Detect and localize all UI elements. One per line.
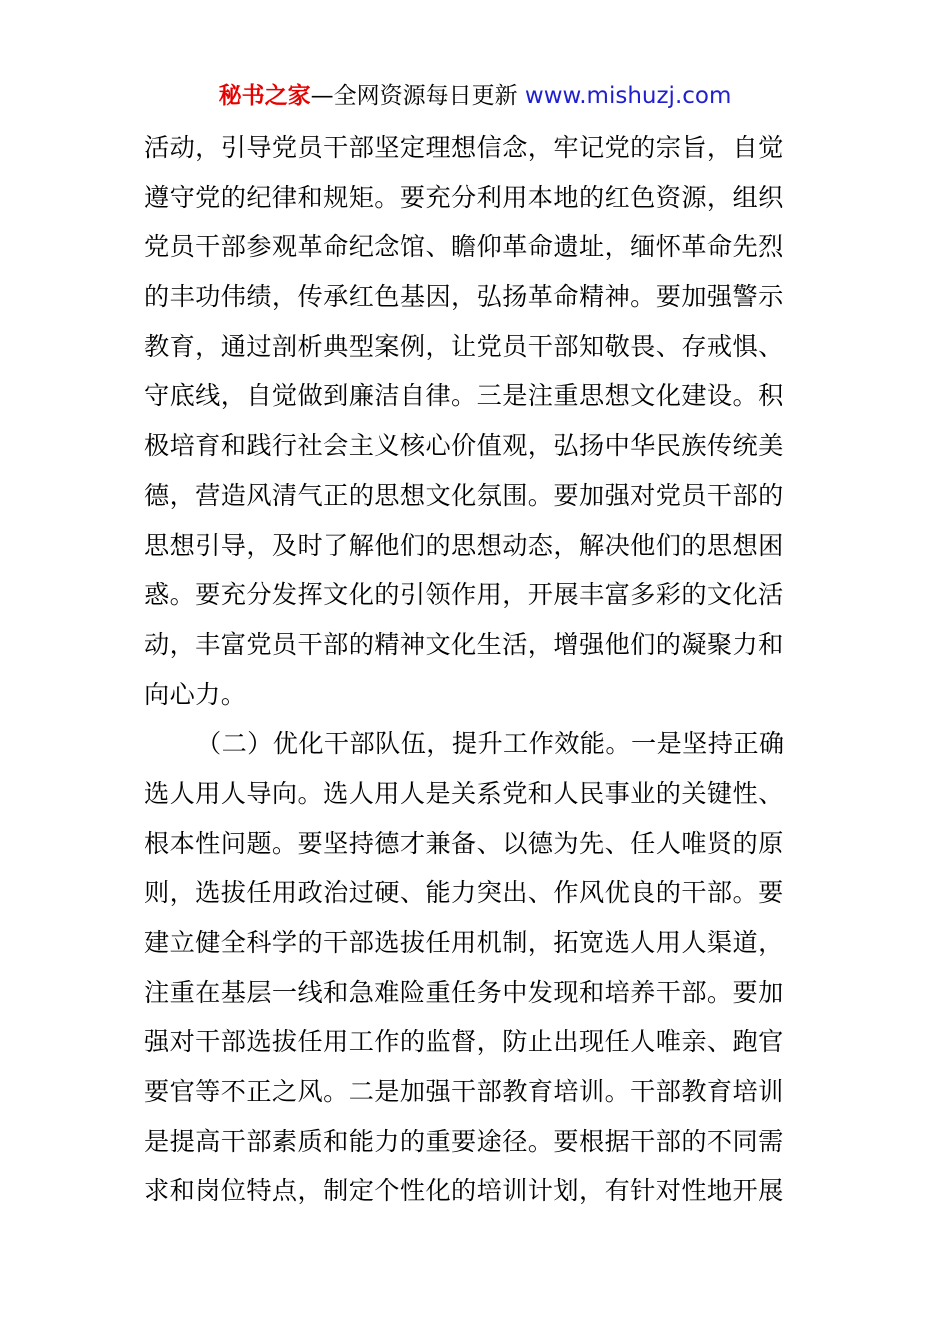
text-line: 的丰功伟绩，传承红色基因，弘扬革命精神。要加强警示: [144, 282, 784, 312]
site-url-link[interactable]: www.mishuzj.com: [524, 83, 732, 109]
text-line: 党员干部参观革命纪念馆、瞻仰革命遗址，缅怀革命先烈: [144, 232, 784, 262]
section-heading-line: （二）优化干部队伍，提升工作效能。一是坚持正确: [196, 729, 785, 759]
header-tagline: —全网资源每日更新: [310, 83, 525, 109]
text-line: 注重在基层一线和急难险重任务中发现和培养干部。要加: [144, 977, 784, 1007]
text-line: 极培育和践行社会主义核心价值观，弘扬中华民族传统美: [144, 431, 784, 461]
body-text: [144, 123, 814, 1216]
brand-name: 秘书之家: [218, 83, 311, 109]
text-line: 根本性问题。要坚持德才兼备、以德为先、任人唯贤的原: [144, 828, 784, 858]
text-line: 向心力。: [144, 679, 247, 709]
text-line: 活动，引导党员干部坚定理想信念，牢记党的宗旨，自觉: [144, 133, 784, 162]
text-line: 建立健全科学的干部选拔任用机制，拓宽选人用人渠道，: [144, 928, 784, 957]
text-line: 强对干部选拔任用工作的监督，防止出现任人唯亲、跑官: [144, 1027, 784, 1057]
text-line: 德，营造风清气正的思想文化氛围。要加强对党员干部的: [144, 480, 784, 510]
text-line: 惑。要充分发挥文化的引领作用，开展丰富多彩的文化活: [144, 580, 784, 610]
site-header: [0, 80, 950, 112]
text-line: 遵守党的纪律和规矩。要充分利用本地的红色资源，组织: [144, 182, 784, 212]
text-line: 则，选拔任用政治过硬、能力突出、作风优良的干部。要: [144, 878, 784, 908]
text-line: 教育，通过剖析典型案例，让党员干部知敬畏、存戒惧、: [144, 331, 784, 361]
text-line: 选人用人导向。选人用人是关系党和人民事业的关键性、: [144, 778, 784, 808]
text-line: 要官等不正之风。二是加强干部教育培训。干部教育培训: [144, 1077, 784, 1107]
text-line: 动，丰富党员干部的精神文化生活，增强他们的凝聚力和: [144, 629, 784, 659]
text-line: 是提高干部素质和能力的重要途径。要根据干部的不同需: [144, 1126, 784, 1156]
text-line: 求和岗位特点，制定个性化的培训计划，有针对性地开展: [144, 1176, 784, 1206]
text-line: 守底线，自觉做到廉洁自律。三是注重思想文化建设。积: [144, 381, 784, 411]
text-line: 思想引导，及时了解他们的思想动态，解决他们的思想困: [144, 530, 784, 560]
